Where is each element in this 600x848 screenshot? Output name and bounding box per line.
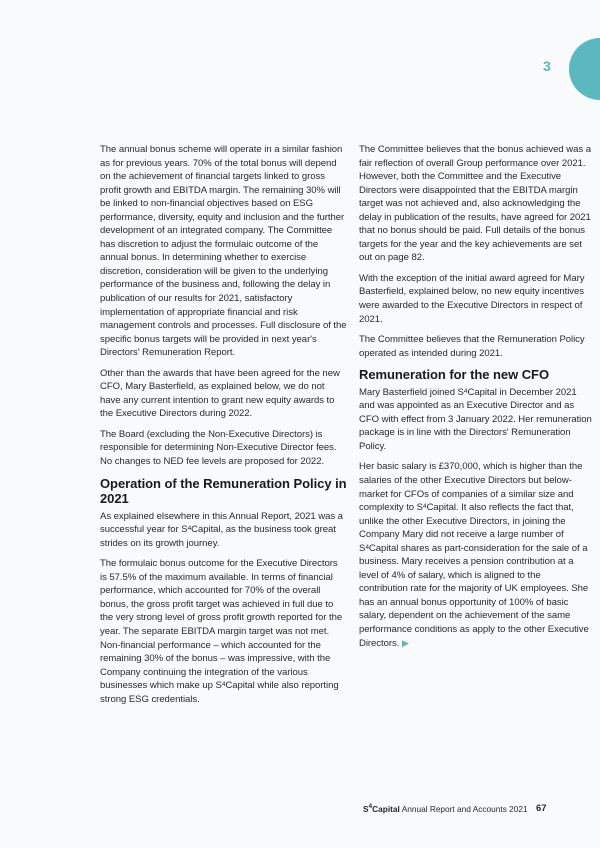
section-heading: Operation of the Remuneration Policy in 2021 (100, 475, 347, 507)
section-heading: Remuneration for the new CFO (359, 367, 550, 383)
brand-logo: $S^4Capital$ (363, 803, 400, 814)
section-tab (569, 38, 600, 100)
left-column (100, 143, 347, 713)
continue-arrow-icon: ▶ (401, 637, 409, 648)
footer-title: Annual Report and Accounts 2021 (399, 804, 528, 814)
paragraph: Mary Basterfield joined $S^4Capital$ in December 2021 and was appointed as an Executive Director and as CFO with effect from 3 January 2022. Her remuneration package is in line with the Directors' Remuneration Policy. (359, 386, 592, 452)
paragraph: As explained elsewhere in this Annual Report, 2021 was a successful year for $S^4Capital$, as the business took great strides on its growth journey. (100, 510, 343, 549)
page-number: 67 (536, 803, 547, 814)
paragraph: With the exception of the initial award agreed for Mary Basterfield, explained below, no new equity incentives were awarded to the Executive Directors in respect of 2021. (359, 272, 585, 325)
paragraph: Her basic salary is £370,000, which is higher than the salaries of the other Executive Directors but below-market for CFOs of companies of a similar size and complexity to $S^4Capital$. It also reflects the fact that, unlike the other Executive Directors, in joining the Company Mary did not receive a large number of $S^4Capital$ shares as part-consideration for the sale of a business. Mary receives a pension contribution at a level of 4% of salary, which is aligned to the contribution rate for the majority of UK employees. She has an annual bonus opportunity of 100% of basic salary, dependent on the achievement of the same performance conditions as apply to the other Executive Directors. ▶ (359, 461, 589, 649)
section-number: 3 (543, 58, 551, 74)
paragraph: The Committee believes that the bonus achieved was a fair reflection of overall Group performance over 2021. However, both the Committee and the Executive Directors were disappointed that the EBITDA margin target was not achieved and, also acknowledging the delay in publication of the results, have agreed for 2021 that no bonus should be paid. Full details of the bonus targets for the year and the key achievements are set out on page 82. (359, 144, 591, 264)
paragraph: The annual bonus scheme will operate in a similar fashion as for previous years. 70% of the total bonus will depend on the achievement of financial targets linked to gross profit growth and EBITDA margin. The remaining 30% will be linked to non-financial objectives based on ESG performance, diversity, equity and inclusion and the further development of an integrated company. The Committee has discretion to adjust the formulaic outcome of the annual bonus. In determining whether to exercise discretion, consideration will be given to the underlying performance of the business and, following the delay in publication of our results for 2021, satisfactory implementation of appropriate financial and risk management controls and processes. Full disclosure of the specific bonus targets will be provided in next year's Directors' Remuneration Report. (100, 144, 347, 359)
paragraph: The formulaic bonus outcome for the Executive Directors is 57.5% of the maximum available. In terms of financial performance, which accounted for 70% of the overall bonus, the gross profit target was achieved in full due to the very strong level of gross profit growth reported for the year. The separate EBITDA margin target was not met. Non-financial performance – which accounted for the remaining 30% of the bonus – was impressive, with the Company continuing the integration of the various businesses which make up $S^4Capital$ while also reporting strong ESG credentials. (100, 558, 343, 705)
paragraph: The Committee believes that the Remuneration Policy operated as intended during 2021. (359, 334, 585, 359)
paragraph: The Board (excluding the Non-Executive Directors) is responsible for determining Non-Executive Director fees. No changes to NED fee levels are proposed for 2022. (100, 428, 337, 468)
footer (363, 804, 528, 814)
paragraph: Other than the awards that have been agreed for the new CFO, Mary Basterfield, as explained below, we do not have any current intention to grant new equity awards to the Executive Directors during 2022. (100, 367, 340, 420)
right-column (359, 143, 592, 657)
